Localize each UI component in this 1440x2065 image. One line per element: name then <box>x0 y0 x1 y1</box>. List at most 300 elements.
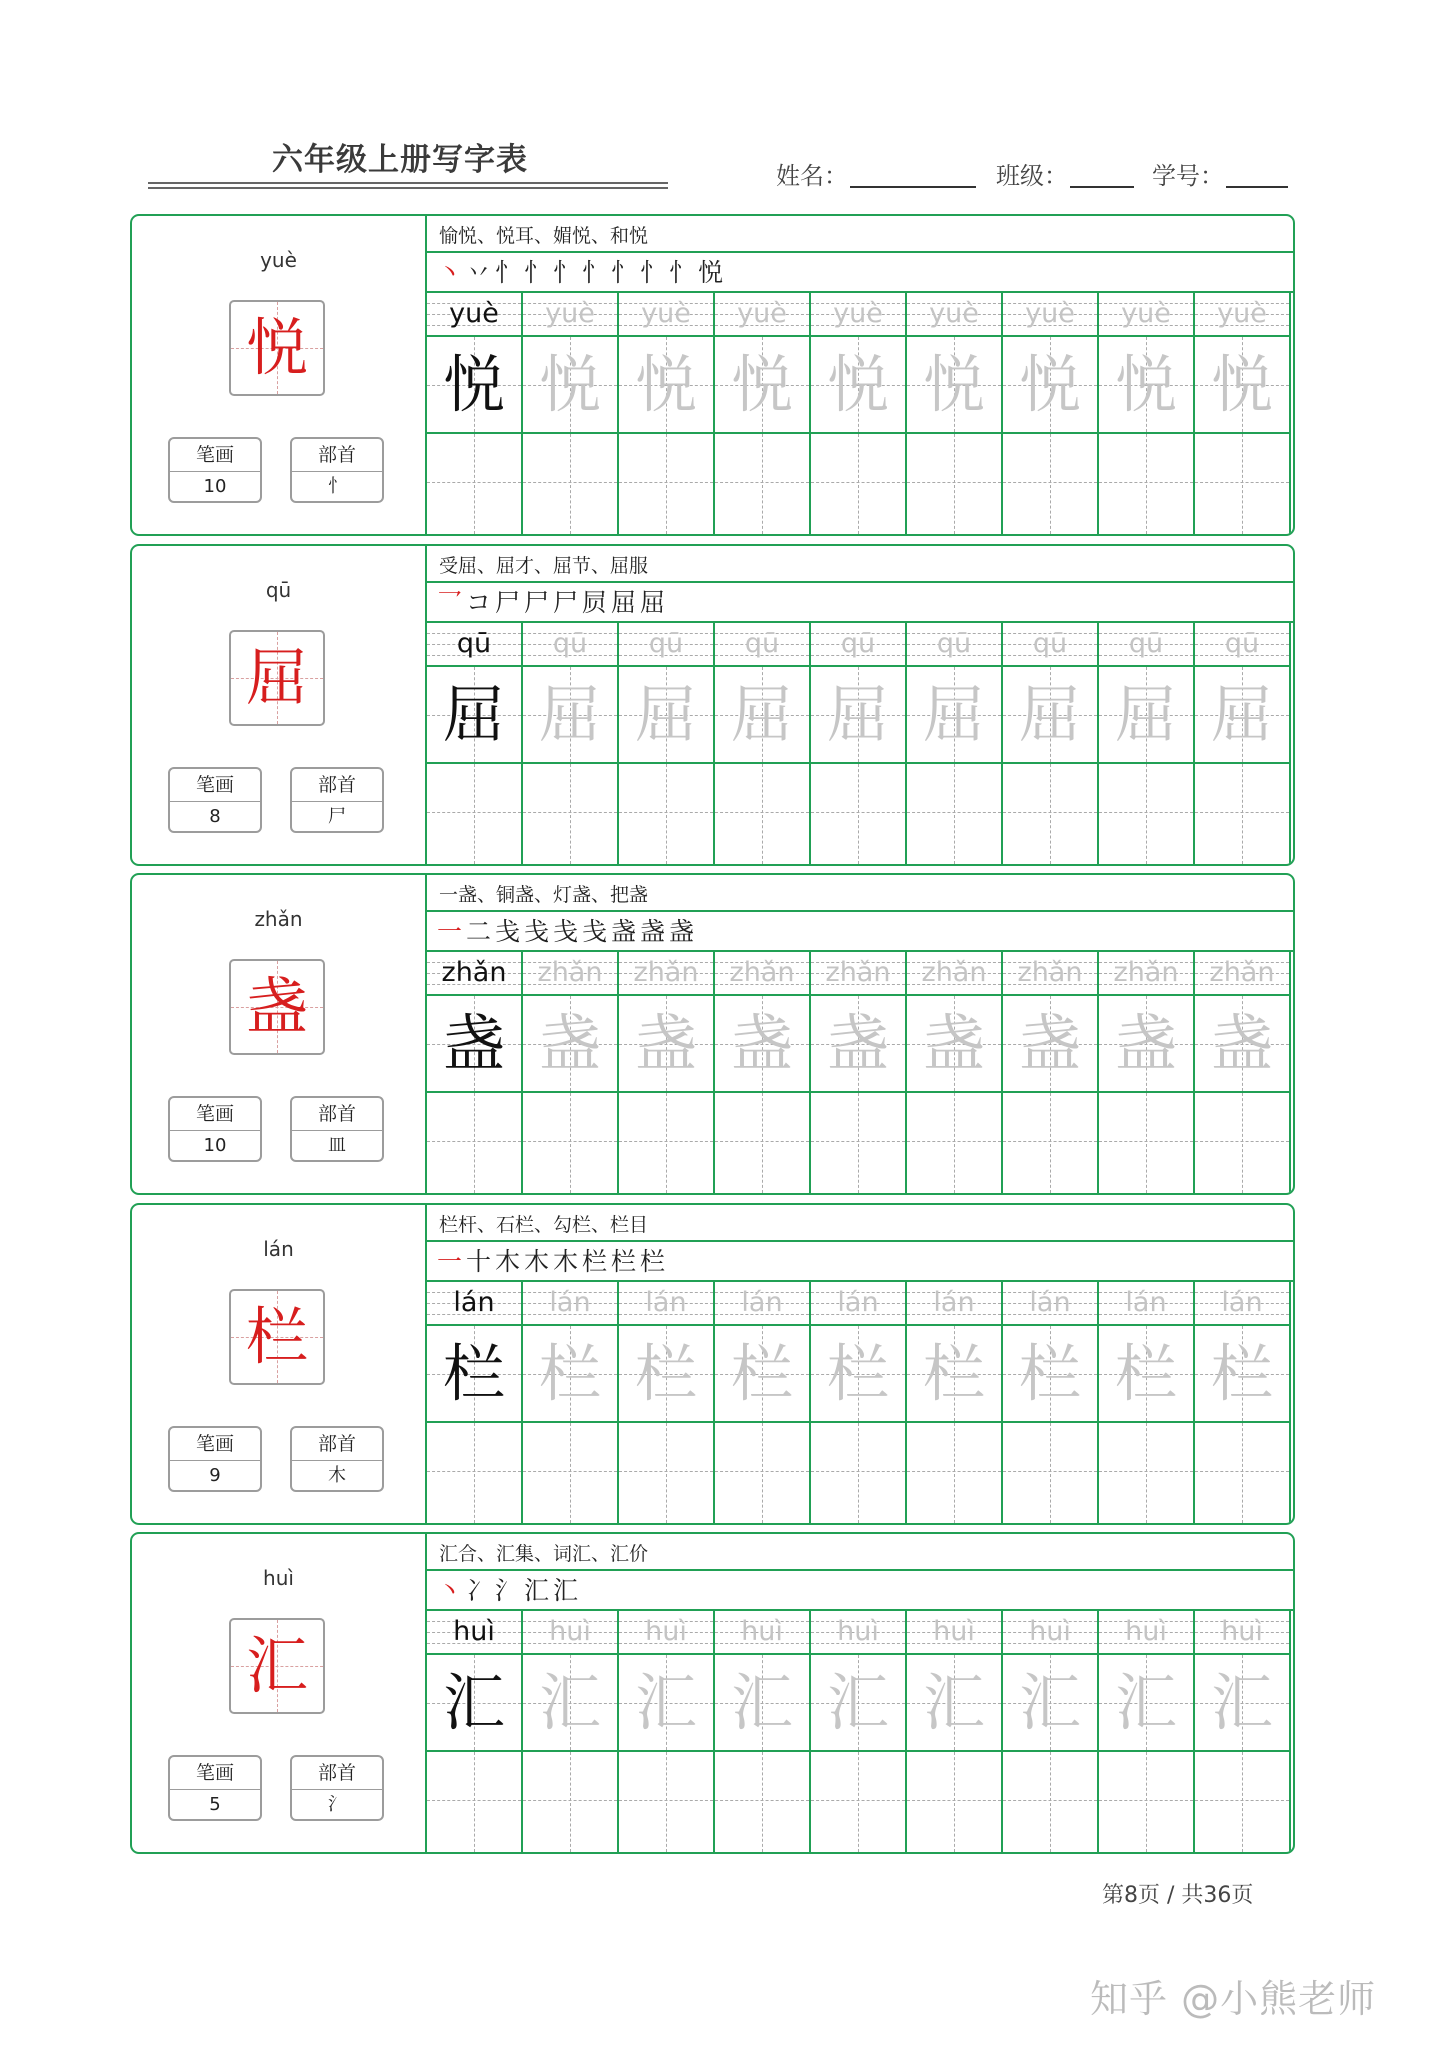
trace-pinyin-cell <box>1003 1611 1099 1655</box>
trace-pinyin-cell <box>715 1282 811 1326</box>
trace-character: 屈 <box>826 678 889 751</box>
blank-writing-cell[interactable] <box>715 1093 811 1193</box>
guide-line <box>1146 1093 1147 1193</box>
trace-character: 栏 <box>922 1337 985 1410</box>
blank-writing-cell[interactable] <box>1099 764 1195 864</box>
blank-writing-cell[interactable] <box>1195 1423 1291 1523</box>
trace-character: 盏 <box>538 1007 601 1080</box>
blank-writing-cell[interactable] <box>907 1423 1003 1523</box>
featured-character: 屈 <box>245 641 308 714</box>
stroke-order-step: 忄 <box>669 258 695 287</box>
blank-writing-cell[interactable] <box>1003 764 1099 864</box>
blank-writing-cell[interactable] <box>811 434 907 534</box>
trace-pinyin-cell <box>619 623 715 667</box>
trace-pinyin: lán <box>1221 1287 1263 1318</box>
character-display-box <box>229 1618 325 1714</box>
trace-pinyin: lán <box>549 1287 591 1318</box>
class-field[interactable] <box>1070 186 1134 188</box>
trace-character: 汇 <box>922 1666 985 1739</box>
guide-line <box>762 764 763 864</box>
model-character-cell <box>427 667 523 764</box>
character-pinyin: qū <box>265 578 292 602</box>
stroke-order-step: 氵 <box>495 1576 521 1605</box>
trace-character-cell <box>907 1655 1003 1752</box>
name-label: 姓名： <box>776 162 848 190</box>
trace-character: 屈 <box>1018 678 1081 751</box>
trace-character-cell <box>715 667 811 764</box>
guide-line <box>570 1423 571 1523</box>
blank-writing-cell[interactable] <box>715 764 811 864</box>
stroke-order-step: 木 <box>495 1247 521 1276</box>
practice-grid <box>427 875 1293 1193</box>
stroke-order-step: 盏 <box>669 917 695 946</box>
trace-pinyin: qū <box>648 628 684 659</box>
worksheet-header <box>0 0 1440 210</box>
trace-character: 栏 <box>538 1337 601 1410</box>
model-character: 屈 <box>442 678 505 751</box>
guide-line <box>666 1752 667 1852</box>
model-pinyin: huì <box>453 1616 495 1647</box>
blank-writing-cell[interactable] <box>811 1093 907 1193</box>
stroke-count-box <box>168 1755 262 1821</box>
trace-character: 栏 <box>1114 1337 1177 1410</box>
trace-pinyin-cell <box>907 1611 1003 1655</box>
trace-character: 屈 <box>1114 678 1177 751</box>
student-no-field[interactable] <box>1226 186 1288 188</box>
trace-character-cell <box>715 996 811 1093</box>
trace-pinyin: zhǎn <box>1209 957 1275 988</box>
blank-writing-cell[interactable] <box>427 434 523 534</box>
radical-value: 皿 <box>328 1135 346 1156</box>
character-card <box>130 214 1295 536</box>
trace-pinyin: yuè <box>545 298 595 329</box>
blank-writing-cell[interactable] <box>619 1093 715 1193</box>
trace-character: 栏 <box>1018 1337 1081 1410</box>
trace-character-cell <box>715 1655 811 1752</box>
guide-line <box>954 434 955 534</box>
blank-writing-cell[interactable] <box>619 1423 715 1523</box>
featured-character: 汇 <box>245 1629 308 1702</box>
stroke-order-step: 汇 <box>553 1576 579 1605</box>
trace-pinyin: zhǎn <box>1113 957 1179 988</box>
trace-character-cell <box>619 337 715 434</box>
trace-character-cell <box>523 1655 619 1752</box>
trace-character-cell <box>1099 667 1195 764</box>
guide-line <box>570 1093 571 1193</box>
trace-character-cell <box>1003 996 1099 1093</box>
radical-value: 忄 <box>328 476 346 497</box>
blank-writing-cell[interactable] <box>907 764 1003 864</box>
example-words-row <box>427 1534 1293 1571</box>
model-pinyin: zhǎn <box>441 957 507 988</box>
trace-pinyin-cell <box>811 952 907 996</box>
guide-line <box>570 764 571 864</box>
stroke-order-step: 屈 <box>611 588 637 617</box>
student-no-label: 学号： <box>1152 162 1224 190</box>
trace-character-cell <box>619 667 715 764</box>
trace-pinyin-cell <box>1195 293 1291 337</box>
trace-pinyin: lán <box>645 1287 687 1318</box>
radical-box <box>290 437 384 503</box>
blank-writing-cell[interactable] <box>715 1423 811 1523</box>
blank-writing-cell[interactable] <box>811 764 907 864</box>
trace-pinyin-cell <box>1195 1611 1291 1655</box>
trace-pinyin: huì <box>1221 1616 1263 1647</box>
watermark: 知乎 @小熊老师 <box>1090 1977 1377 2021</box>
trace-pinyin: yuè <box>1217 298 1267 329</box>
featured-character: 悦 <box>245 311 308 384</box>
blank-writing-cell[interactable] <box>1195 1752 1291 1852</box>
blank-writing-cell[interactable] <box>523 1093 619 1193</box>
stroke-count-box <box>168 1096 262 1162</box>
guide-line <box>570 434 571 534</box>
trace-pinyin-cell <box>619 293 715 337</box>
trace-character-cell <box>1195 667 1291 764</box>
trace-pinyin: zhǎn <box>825 957 891 988</box>
guide-line <box>1146 1752 1147 1852</box>
stroke-count-box <box>168 1426 262 1492</box>
trace-character-cell <box>1195 1655 1291 1752</box>
trace-pinyin-cell <box>1099 293 1195 337</box>
worksheet-title: 六年级上册写字表 <box>272 142 528 178</box>
model-pinyin-cell <box>427 1282 523 1326</box>
trace-pinyin: huì <box>933 1616 975 1647</box>
radical-box <box>290 1096 384 1162</box>
trace-character: 栏 <box>634 1337 697 1410</box>
stroke-order-step: 一 <box>437 917 463 946</box>
example-words: 愉悦、悦耳、媚悦、和悦 <box>439 225 649 247</box>
guide-line <box>666 764 667 864</box>
trace-pinyin: zhǎn <box>729 957 795 988</box>
trace-pinyin-cell <box>1195 952 1291 996</box>
example-words: 汇合、汇集、词汇、汇价 <box>439 1543 649 1565</box>
guide-line <box>474 764 475 864</box>
trace-pinyin-cell <box>811 293 907 337</box>
character-pinyin: zhǎn <box>254 907 303 931</box>
stroke-order-step: 忄 <box>495 258 521 287</box>
blank-writing-cell[interactable] <box>523 764 619 864</box>
guide-line <box>1050 764 1051 864</box>
blank-writing-cell[interactable] <box>907 1093 1003 1193</box>
trace-pinyin-cell <box>1099 952 1195 996</box>
title-underline <box>148 182 668 184</box>
trace-pinyin-cell <box>1003 293 1099 337</box>
model-character: 盏 <box>442 1007 505 1080</box>
stroke-order-step: 盏 <box>640 917 666 946</box>
model-pinyin: lán <box>453 1287 495 1318</box>
guide-line <box>474 434 475 534</box>
character-pinyin: yuè <box>260 248 297 272</box>
trace-pinyin: lán <box>837 1287 879 1318</box>
guide-line <box>954 1093 955 1193</box>
practice-grid <box>427 1205 1293 1523</box>
character-card <box>130 1203 1295 1525</box>
trace-pinyin-cell <box>715 293 811 337</box>
example-words-row <box>427 875 1293 912</box>
trace-pinyin: yuè <box>1121 298 1171 329</box>
blank-writing-cell[interactable] <box>523 1752 619 1852</box>
blank-writing-cell[interactable] <box>427 1752 523 1852</box>
trace-pinyin: qū <box>936 628 972 659</box>
guide-line <box>858 764 859 864</box>
blank-writing-cell[interactable] <box>1099 1752 1195 1852</box>
trace-pinyin-cell <box>811 623 907 667</box>
stroke-count-label: 笔画 <box>170 1428 260 1461</box>
trace-pinyin: zhǎn <box>921 957 987 988</box>
character-display-box <box>229 630 325 726</box>
trace-character: 盏 <box>1210 1007 1273 1080</box>
trace-pinyin-cell <box>619 1611 715 1655</box>
model-character: 栏 <box>442 1337 505 1410</box>
model-pinyin: yuè <box>449 298 499 329</box>
model-pinyin-cell <box>427 623 523 667</box>
trace-character-cell <box>811 1655 907 1752</box>
blank-writing-cell[interactable] <box>619 1752 715 1852</box>
trace-character-cell <box>1003 1655 1099 1752</box>
trace-character-cell <box>523 667 619 764</box>
blank-writing-cell[interactable] <box>619 434 715 534</box>
trace-character: 悦 <box>1210 348 1273 421</box>
guide-line <box>954 1423 955 1523</box>
blank-writing-cell[interactable] <box>523 1423 619 1523</box>
model-character-cell <box>427 337 523 434</box>
radical-box <box>290 1755 384 1821</box>
trace-character-cell <box>1195 996 1291 1093</box>
radical-value: 尸 <box>328 806 346 827</box>
stroke-count-label: 笔画 <box>170 1098 260 1131</box>
blank-writing-cell[interactable] <box>1003 1423 1099 1523</box>
featured-character: 栏 <box>245 1300 308 1373</box>
radical-label: 部首 <box>292 439 382 472</box>
blank-writing-cell[interactable] <box>715 434 811 534</box>
stroke-count-box <box>168 437 262 503</box>
trace-pinyin-cell <box>523 1282 619 1326</box>
example-words-row <box>427 216 1293 253</box>
trace-character: 屈 <box>538 678 601 751</box>
model-character-cell <box>427 1655 523 1752</box>
trace-pinyin: lán <box>933 1287 975 1318</box>
model-pinyin: qū <box>456 628 492 659</box>
character-card <box>130 544 1295 866</box>
blank-writing-cell[interactable] <box>1003 1752 1099 1852</box>
blank-writing-cell[interactable] <box>1195 434 1291 534</box>
trace-character-cell <box>523 996 619 1093</box>
blank-writing-cell[interactable] <box>427 1423 523 1523</box>
trace-pinyin-cell <box>907 293 1003 337</box>
guide-line <box>1242 764 1243 864</box>
blank-writing-cell[interactable] <box>811 1752 907 1852</box>
character-info-panel <box>132 546 427 864</box>
trace-character-cell <box>523 337 619 434</box>
guide-line <box>1242 434 1243 534</box>
guide-line <box>1242 1752 1243 1852</box>
guide-line <box>858 1423 859 1523</box>
trace-pinyin-cell <box>1003 623 1099 667</box>
trace-character-cell <box>1099 996 1195 1093</box>
character-display-box <box>229 959 325 1055</box>
trace-pinyin: yuè <box>641 298 691 329</box>
guide-line <box>858 434 859 534</box>
trace-pinyin: yuè <box>1025 298 1075 329</box>
guide-line <box>474 1423 475 1523</box>
model-pinyin-cell <box>427 952 523 996</box>
stroke-order-row <box>427 912 1293 952</box>
trace-character-cell <box>1099 1326 1195 1423</box>
trace-character: 盏 <box>634 1007 697 1080</box>
model-character: 悦 <box>442 348 505 421</box>
trace-character: 栏 <box>826 1337 889 1410</box>
blank-writing-cell[interactable] <box>907 1752 1003 1852</box>
blank-writing-cell[interactable] <box>1195 764 1291 864</box>
blank-writing-cell[interactable] <box>715 1752 811 1852</box>
trace-character: 盏 <box>1114 1007 1177 1080</box>
trace-character: 悦 <box>922 348 985 421</box>
trace-pinyin-cell <box>907 623 1003 667</box>
blank-writing-cell[interactable] <box>907 434 1003 534</box>
trace-pinyin: yuè <box>737 298 787 329</box>
trace-character: 屈 <box>634 678 697 751</box>
guide-line <box>1050 1093 1051 1193</box>
radical-value: 木 <box>328 1465 346 1486</box>
trace-pinyin-cell <box>1099 1611 1195 1655</box>
trace-pinyin: qū <box>744 628 780 659</box>
page-number: 第8页 / 共36页 <box>1102 1883 1254 1908</box>
trace-pinyin: qū <box>1224 628 1260 659</box>
trace-character: 悦 <box>634 348 697 421</box>
trace-pinyin-cell <box>1195 1282 1291 1326</box>
trace-character: 屈 <box>922 678 985 751</box>
stroke-order-step: 栏 <box>611 1247 637 1276</box>
blank-writing-cell[interactable] <box>427 1093 523 1193</box>
stroke-order-step: 尸 <box>553 588 579 617</box>
trace-character-cell <box>1195 337 1291 434</box>
stroke-count-value: 8 <box>209 806 221 827</box>
guide-line <box>1242 1093 1243 1193</box>
blank-writing-cell[interactable] <box>1099 1423 1195 1523</box>
blank-writing-cell[interactable] <box>811 1423 907 1523</box>
guide-line <box>1050 1752 1051 1852</box>
example-words: 栏杆、石栏、勾栏、栏目 <box>439 1214 649 1236</box>
guide-line <box>474 1752 475 1852</box>
trace-pinyin: lán <box>1125 1287 1167 1318</box>
stroke-count-label: 笔画 <box>170 439 260 472</box>
trace-pinyin-cell <box>1003 952 1099 996</box>
blank-writing-cell[interactable] <box>427 764 523 864</box>
blank-writing-cell[interactable] <box>1003 434 1099 534</box>
trace-character-cell <box>811 1326 907 1423</box>
guide-line <box>1146 1423 1147 1523</box>
stroke-order-step: 戋 <box>582 917 608 946</box>
stroke-order-step: 冫 <box>466 1576 492 1605</box>
stroke-order-step: 屃 <box>582 588 608 617</box>
trace-pinyin-cell <box>1099 1282 1195 1326</box>
trace-pinyin-cell <box>811 1282 907 1326</box>
trace-pinyin: zhǎn <box>633 957 699 988</box>
trace-character: 悦 <box>538 348 601 421</box>
trace-character-cell <box>811 996 907 1093</box>
blank-writing-cell[interactable] <box>1003 1093 1099 1193</box>
trace-character: 汇 <box>1018 1666 1081 1739</box>
trace-pinyin: qū <box>1128 628 1164 659</box>
name-field[interactable] <box>850 186 976 188</box>
trace-character-cell <box>907 667 1003 764</box>
blank-writing-cell[interactable] <box>619 764 715 864</box>
stroke-order-step: 二 <box>466 917 492 946</box>
stroke-order-step: 忄 <box>640 258 666 287</box>
radical-label: 部首 <box>292 1428 382 1461</box>
stroke-order-step: 丷 <box>466 258 492 287</box>
trace-pinyin-cell <box>811 1611 907 1655</box>
trace-pinyin-cell <box>523 952 619 996</box>
radical-box <box>290 767 384 833</box>
model-character: 汇 <box>442 1666 505 1739</box>
trace-pinyin: qū <box>840 628 876 659</box>
guide-line <box>1050 434 1051 534</box>
stroke-count-label: 笔画 <box>170 1757 260 1790</box>
blank-writing-cell[interactable] <box>1099 434 1195 534</box>
stroke-order-step: 戋 <box>495 917 521 946</box>
trace-character-cell <box>907 996 1003 1093</box>
trace-pinyin: huì <box>741 1616 783 1647</box>
trace-character-cell <box>1099 337 1195 434</box>
guide-line <box>1146 434 1147 534</box>
guide-line <box>474 1093 475 1193</box>
trace-character-cell <box>1003 337 1099 434</box>
stroke-order-row <box>427 1571 1293 1611</box>
example-words: 受屈、屈才、屈节、屈服 <box>439 555 649 577</box>
radical-label: 部首 <box>292 1098 382 1131</box>
stroke-count-label: 笔画 <box>170 769 260 802</box>
blank-writing-cell[interactable] <box>1099 1093 1195 1193</box>
model-character-cell <box>427 996 523 1093</box>
character-info-panel <box>132 875 427 1193</box>
trace-character: 盏 <box>922 1007 985 1080</box>
stroke-order-step: 栏 <box>640 1247 666 1276</box>
guide-line <box>954 1752 955 1852</box>
stroke-order-step: 悦 <box>698 258 724 287</box>
trace-character: 悦 <box>1018 348 1081 421</box>
trace-pinyin: huì <box>1125 1616 1167 1647</box>
guide-line <box>858 1752 859 1852</box>
trace-character: 汇 <box>1114 1666 1177 1739</box>
trace-character-cell <box>715 1326 811 1423</box>
character-card <box>130 873 1295 1195</box>
guide-line <box>954 764 955 864</box>
trace-pinyin-cell <box>523 293 619 337</box>
stroke-order-step: 尸 <box>524 588 550 617</box>
stroke-order-step: 丶 <box>437 1576 463 1605</box>
guide-line <box>858 1093 859 1193</box>
trace-character: 盏 <box>826 1007 889 1080</box>
trace-character: 汇 <box>826 1666 889 1739</box>
trace-character-cell <box>1195 1326 1291 1423</box>
trace-pinyin-cell <box>523 623 619 667</box>
trace-character-cell <box>523 1326 619 1423</box>
blank-writing-cell[interactable] <box>1195 1093 1291 1193</box>
trace-character-cell <box>907 1326 1003 1423</box>
trace-character: 汇 <box>538 1666 601 1739</box>
trace-pinyin: yuè <box>833 298 883 329</box>
stroke-order-step: 盏 <box>611 917 637 946</box>
radical-label: 部首 <box>292 1757 382 1790</box>
blank-writing-cell[interactable] <box>523 434 619 534</box>
trace-character-cell <box>715 337 811 434</box>
stroke-order-step: 木 <box>553 1247 579 1276</box>
radical-label: 部首 <box>292 769 382 802</box>
guide-line <box>666 434 667 534</box>
character-info-panel <box>132 1534 427 1852</box>
stroke-order-step: 汇 <box>524 1576 550 1605</box>
